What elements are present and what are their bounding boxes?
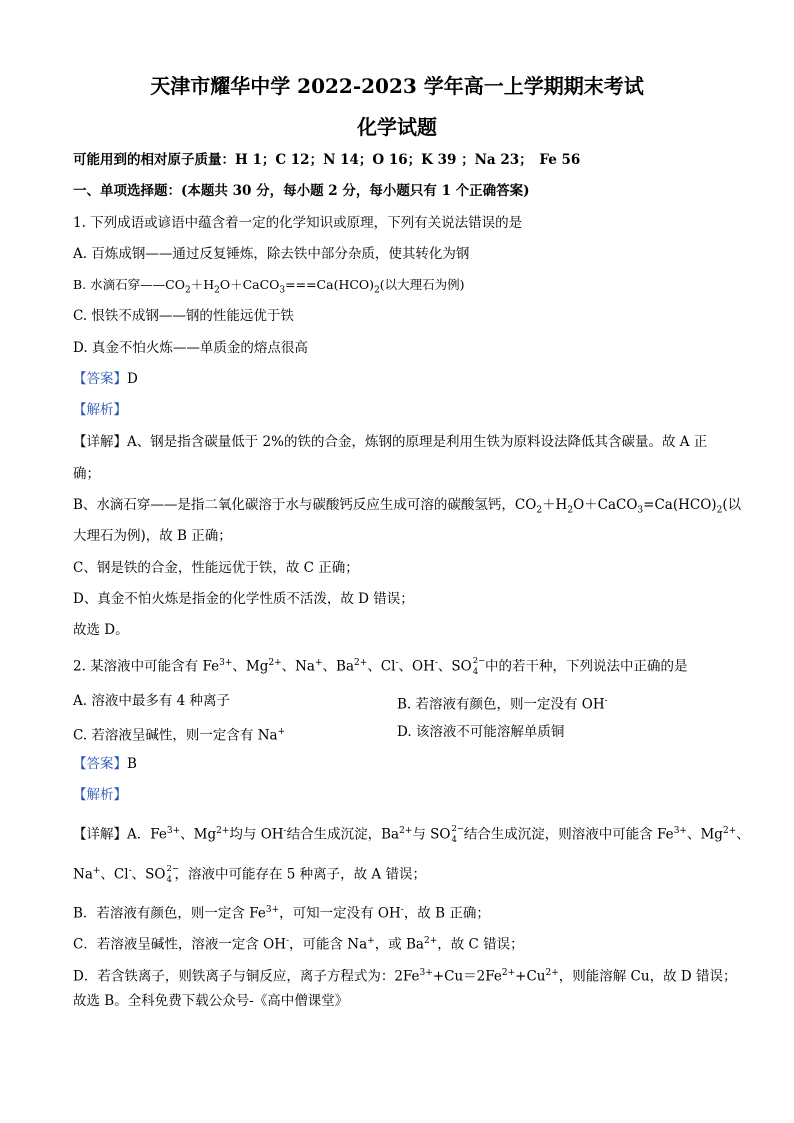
q2-option-b: B. 若溶液有颜色，则一定没有 OH- [397,696,608,713]
q2-answer: 【答案】B [73,756,137,772]
q1-detail-2: 确； [73,466,100,482]
q1-detail-7: 故选 D。 [73,622,129,638]
q1-option-c: C. 恨铁不成钢——钢的性能远优于铁 [73,308,294,324]
section-heading: 一、单项选择题：(本题共 30 分，每小题 2 分，每小题只有 1 个正确答案) [73,183,530,199]
q1-option-d: D. 真金不怕火炼——单质金的熔点很高 [73,340,308,356]
page-subtitle: 化学试题 [357,115,437,139]
q1-detail-6: D、真金不怕火炼是指金的化学性质不活泼，故 D 错误； [73,591,414,607]
q2-detail-6: 故选 B。全科免费下载公众号-《高中僧课堂》 [73,993,349,1009]
q1-answer: 【答案】D [73,371,138,387]
q2-detail-5: D．若含铁离子，则铁离子与铜反应，离子方程式为：$2Fe^{3+}+Cu=2Fe^{2+}+Cu^{2+}$，则能溶解 Cu，故 D 错误； [73,968,737,985]
q1-analysis-label: 【解析】 [73,402,127,418]
q2-detail-2: Na+、Cl-、SO 2− 4 ，溶液中可能存在 5 种离子，故 A 错误； [73,864,426,885]
q1-stem: 1. 下列成语或谚语中蕴含着一定的化学知识或原理，下列有关说法错误的是 [73,215,523,231]
q1-detail-1: 【详解】A、钢是指含碳量低于 2%的铁的合金，炼钢的原理是利用生铁为原料设法降低其含碳量。故 A 正 [73,434,708,450]
page-title: 天津市耀华中学 2022-2023 学年高一上学期期末考试 [150,74,644,98]
q2-option-a: A. 溶液中最多有 4 种离子 [73,693,231,709]
q2-option-c: C. 若溶液呈碱性，则一定含有 Na+ [73,727,286,744]
q1-detail-4: 大理石为例)，故 B 正确； [73,528,232,544]
atomic-masses: 可能用到的相对原子质量：H 1；C 12；N 14；O 16；K 39 ；Na 23； Fe 56 [73,152,581,168]
q2-stem: 2. 某溶液中可能含有 $Fe^{3+}$、$Mg^{2+}$、Na+、$Ba^{2+}$、Cl-、OH-、SO 2− 4 中的若干种，下列说法中正确的是 [73,656,688,677]
q2-option-d: D. 该溶液不可能溶解单质铜 [397,724,565,740]
q2-detail-4: C．若溶液呈碱性，溶液一定含 OH-，可能含 Na+，或 $Ba^{2+}$，故 C 错误； [73,936,524,953]
q1-option-a: A. 百炼成钢——通过反复锤炼，除去铁中部分杂质，使其转化为钢 [73,246,470,262]
q2-analysis-label: 【解析】 [73,787,127,803]
q2-detail-1: 【详解】A．$Fe^{3+}$、$Mg^{2+}$均与 OH-结合生成沉淀，$Ba^{2+}$与 SO 2− 4 结合生成沉淀，则溶液中可能含 $Fe^{3+}$、$Mg^{2+}$、 [73,824,750,845]
q1-detail-3: B、水滴石穿——是指二氧化碳溶于水与碳酸钙反应生成可溶的碳酸氢钙，$CO_2+H_2O+CaCO_3=Ca(HCO)_2$(以 [73,497,742,516]
q2-detail-3: B．若溶液有颜色，则一定含 $Fe^{3+}$，可知一定没有 OH-，故 B 正确； [73,905,490,922]
q1-detail-5: C、钢是铁的合金，性能远优于铁，故 C 正确； [73,560,359,576]
q1-option-b: B. 水滴石穿$——CO_2+H_2O+CaCO_3===Ca(HCO)_2$(以大理石为例) [73,277,465,296]
